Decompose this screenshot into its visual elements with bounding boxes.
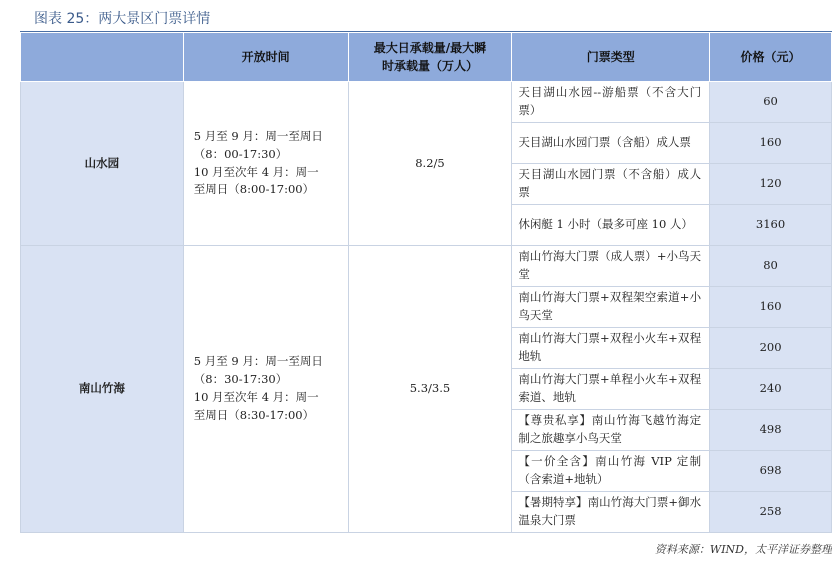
header-hours: 开放时间 [183, 33, 348, 82]
header-ticket-type: 门票类型 [512, 33, 710, 82]
ticket-type: 休闲艇 1 小时（最多可座 10 人） [512, 205, 710, 246]
ticket-type: 南山竹海大门票+单程小火车+双程索道、地轨 [512, 369, 710, 410]
ticket-type: 南山竹海大门票（成人票）+小鸟天堂 [512, 246, 710, 287]
ticket-price: 258 [710, 492, 832, 533]
ticket-price: 120 [710, 164, 832, 205]
ticket-price: 160 [710, 123, 832, 164]
area-hours [183, 82, 348, 246]
table-row [21, 82, 832, 123]
ticket-price: 160 [710, 287, 832, 328]
header-capacity [348, 33, 512, 82]
hours-line: 10 月至次年 4 月：周一 [193, 390, 319, 404]
ticket-type: 南山竹海大门票+双程小火车+双程地轨 [512, 328, 710, 369]
ticket-type: 【一价全含】南山竹海 VIP 定制（含索道+地轨） [512, 451, 710, 492]
figure-caption: 图表 25：两大景区门票详情 [34, 11, 211, 27]
ticket-price: 240 [710, 369, 832, 410]
ticket-type: 天目湖山水园--游船票（不含大门票） [512, 82, 710, 123]
table-row [21, 246, 832, 287]
ticket-price: 3160 [710, 205, 832, 246]
ticket-type: 天目湖山水园门票（不含船）成人票 [512, 164, 710, 205]
hours-line: 至周日（8:30-17:00） [193, 407, 315, 422]
area-name: 南山竹海 [21, 246, 184, 533]
ticket-price: 80 [710, 246, 832, 287]
area-name: 山水园 [21, 82, 184, 246]
area-capacity: 5.3/3.5 [348, 246, 512, 533]
ticket-table [20, 32, 832, 533]
header-capacity-line2: 时承载量（万人） [381, 59, 478, 73]
ticket-price: 200 [710, 328, 832, 369]
ticket-price: 698 [710, 451, 832, 492]
ticket-type: 天目湖山水园门票（含船）成人票 [512, 123, 710, 164]
hours-line: 5 月至 9 月：周一至周日 [193, 354, 323, 369]
hours-line: 至周日（8:00-17:00） [193, 182, 315, 197]
hours-line: （8：30-17:30） [193, 372, 288, 387]
hours-line: 10 月至次年 4 月：周一 [193, 164, 319, 179]
table-header-row [21, 33, 832, 82]
hours-line: 5 月至 9 月：周一至周日 [193, 128, 323, 143]
ticket-type: 南山竹海大门票+双程架空索道+小鸟天堂 [512, 287, 710, 328]
ticket-type: 【暑期特享】南山竹海大门票+御水温泉大门票 [512, 492, 710, 533]
header-price: 价格（元） [710, 33, 832, 82]
source-note: 资料来源：WIND，太平洋证券整理 [654, 543, 832, 556]
area-hours [183, 246, 348, 533]
ticket-price: 498 [710, 410, 832, 451]
header-area [21, 33, 184, 82]
header-capacity-line1: 最大日承载量/最大瞬 [373, 41, 487, 55]
hours-line: （8：00-17:30） [193, 146, 288, 161]
ticket-type: 【尊贵私享】南山竹海飞越竹海定制之旅趣享小鸟天堂 [512, 410, 710, 451]
ticket-price: 60 [710, 82, 832, 123]
area-capacity: 8.2/5 [348, 82, 512, 246]
